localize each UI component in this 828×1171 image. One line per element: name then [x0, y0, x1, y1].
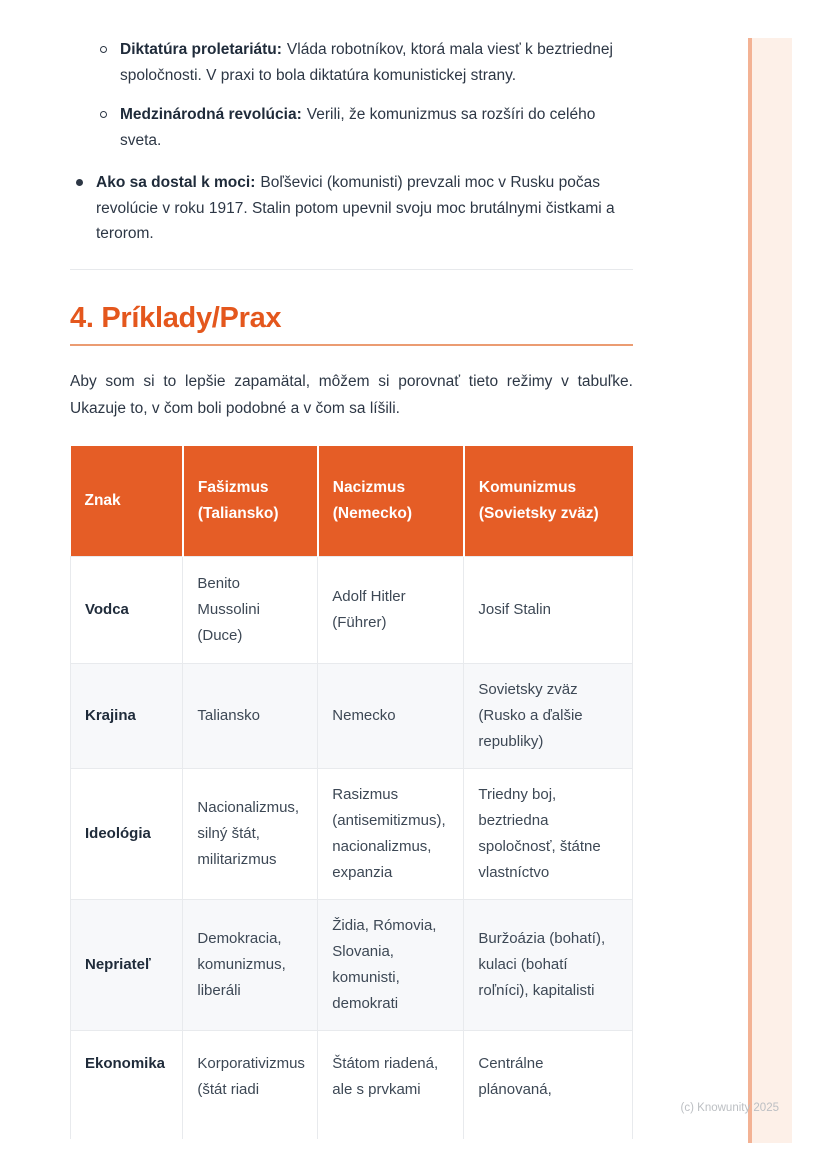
table-row	[71, 664, 633, 769]
table-header-row	[71, 446, 633, 557]
column-header: Komunizmus (Sovietsky zväz)	[464, 446, 633, 557]
heading-underline	[70, 344, 633, 346]
table-cell: Centrálne plánovaná,	[464, 1031, 633, 1139]
bullet-body: Vláda robotníkov, ktorá mala viesť k beztriednej spoločnosti. V praxi to bola diktatúra komunistickej strany.	[120, 41, 613, 84]
bullet-label: Medzinárodná revolúcia:	[120, 106, 302, 123]
table-cell: Triedny boj, beztriedna spoločnosť, štátne vlastníctvo	[464, 769, 633, 900]
document-content	[70, 0, 633, 1139]
bullet-item	[70, 37, 633, 88]
table-cell: Sovietsky zväz (Rusko a ďalšie republiky)	[464, 664, 633, 769]
table-header	[71, 446, 633, 557]
table-cell: Korporativizmus (štát riadi	[183, 1031, 318, 1139]
row-label: Ekonomika	[71, 1031, 183, 1139]
page-edge-strip	[748, 38, 792, 1143]
table-cell: Štátom riadená, ale s prvkami	[318, 1031, 464, 1139]
table-cell: Buržoázia (bohatí), kulaci (bohatí roľníci), kapitalisti	[464, 900, 633, 1031]
comparison-table	[70, 446, 633, 1139]
bullet-body: Boľševici (komunisti) prevzali moc v Rusku počas revolúcie v roku 1917. Stalin potom upevnil svoju moc brutálnymi čistkami a terorom.	[96, 174, 615, 242]
circle-bullet-icon	[100, 46, 107, 53]
disc-bullet-icon	[76, 179, 83, 186]
row-label: Nepriateľ	[71, 900, 183, 1031]
table-cell: Demokracia, komunizmus, liberáli	[183, 900, 318, 1031]
table-cell: Taliansko	[183, 664, 318, 769]
row-label: Ideológia	[71, 769, 183, 900]
bullet-marker	[76, 170, 96, 247]
table-cell: Židia, Rómovia, Slovania, komunisti, demokrati	[318, 900, 464, 1031]
table-cell: Rasizmus (antisemitizmus), nacionalizmus, expanzia	[318, 769, 464, 900]
copyright-note: (c) Knowunity 2025	[680, 1102, 779, 1114]
row-label: Krajina	[71, 664, 183, 769]
table-row	[71, 900, 633, 1031]
bullet-text	[120, 37, 633, 88]
bullet-item	[70, 170, 633, 247]
bullet-item	[70, 102, 633, 153]
table-row	[71, 769, 633, 900]
comparison-table-container	[70, 446, 633, 1139]
table-cell: Nemecko	[318, 664, 464, 769]
bullet-label: Ako sa dostal k moci:	[96, 174, 256, 191]
column-header: Nacizmus (Nemecko)	[318, 446, 464, 557]
bullet-label: Diktatúra proletariátu:	[120, 41, 282, 58]
table-cell: Nacionalizmus, silný štát, militarizmus	[183, 769, 318, 900]
bullet-text	[120, 102, 633, 153]
row-label: Vodca	[71, 557, 183, 664]
table-row	[71, 1031, 633, 1139]
column-header: Znak	[71, 446, 183, 557]
section-divider	[70, 269, 633, 270]
bullet-body: Verili, že komunizmus sa rozšíri do celého sveta.	[120, 106, 596, 149]
table-cell: Benito Mussolini (Duce)	[183, 557, 318, 664]
section-heading: 4. Príklady/Prax	[70, 301, 282, 334]
table-cell: Adolf Hitler (Führer)	[318, 557, 464, 664]
bullet-marker	[100, 37, 120, 88]
column-header: Fašizmus (Taliansko)	[183, 446, 318, 557]
circle-bullet-icon	[100, 111, 107, 118]
table-row	[71, 557, 633, 664]
intro-paragraph: Aby som si to lepšie zapamätal, môžem si porovnať tieto režimy v tabuľke. Ukazuje to, v čom boli podobné a v čom sa líšili.	[70, 372, 633, 417]
bullet-text	[96, 170, 633, 247]
bullet-marker	[100, 102, 120, 153]
table-cell: Josif Stalin	[464, 557, 633, 664]
